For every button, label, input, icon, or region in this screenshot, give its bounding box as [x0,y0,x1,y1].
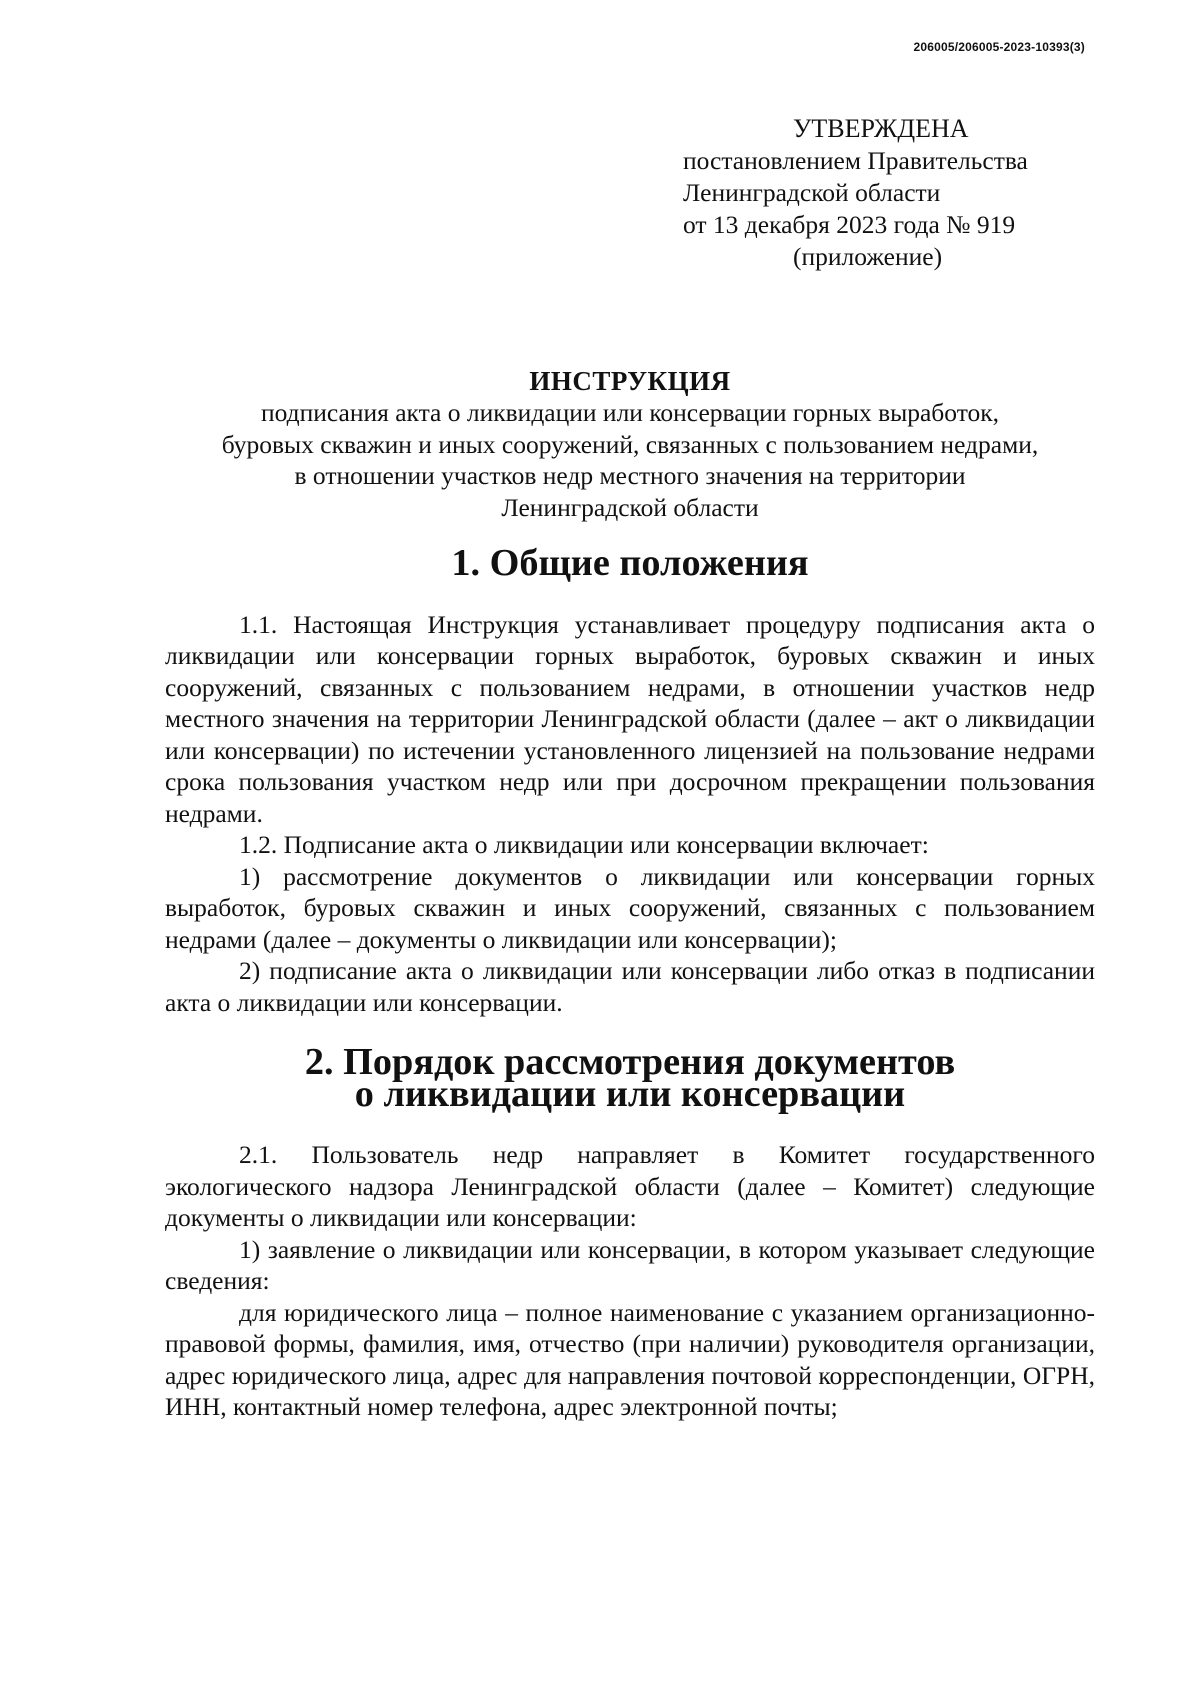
document-body [165,365,1095,1423]
approval-note: (приложение) [793,242,943,271]
section-2-heading-line-1: 2. Порядок рассмотрения документов [304,1041,956,1083]
document-subtitle [165,397,1095,523]
approval-stamp-block [683,113,1103,273]
paragraph-2-1: 2.1. Пользователь недр направляет в Комитет государственного экологического надзора Ленинградской области (далее – Комитет) следующие документы о ликвидации или консервации: [165,1140,1095,1232]
paragraph-2-1-item-1: 1) заявление о ликвидации или консервации, в котором указывает следующие сведения: [165,1234,1095,1295]
approval-line-1: постановлением Правительства [683,146,1028,175]
approval-title: УТВЕРЖДЕНА [793,114,969,143]
approval-line-2: Ленинградской области [683,178,941,207]
paragraph-1-2-item-1: 1) рассмотрение документов о ликвидации или консервации горных выработок, буровых скважин и иных сооружений, связанных с пользованием недрами (далее – документы о ликвидации или консервации); [165,861,1095,954]
subtitle-line-4: Ленинградской области [501,492,759,522]
paragraph-2-1-legal-entity: для юридического лица – полное наименование с указанием организационно-правовой формы, фамилия, имя, отчество (при наличии) руководителя организации, адрес юридического лица, адрес для направления почтовой корреспонденции, ОГРН, ИНН, контактный номер телефона, адрес электронной почты; [165,1297,1095,1421]
document-registration-number: 206005/206005-2023-10393(3) [913,40,1085,54]
subtitle-line-2: буровых скважин и иных сооружений, связанных с пользованием недрами, [221,429,1039,459]
section-2-heading [165,1041,1095,1115]
section-1-heading [165,542,1095,584]
section-2-heading-line-2: о ликвидации или консервации [354,1072,906,1115]
approval-line-3: от 13 декабря 2023 года № 919 [683,210,1016,239]
paragraph-1-2-item-2: 2) подписание акта о ликвидации или консервации либо отказ в подписании акта о ликвидации или консервации. [165,956,1095,1017]
document-title: ИНСТРУКЦИЯ [529,366,731,396]
subtitle-line-3: в отношении участков недр местного значения на территории [294,461,966,490]
section-1-heading-line-1: 1. Общие положения [451,542,809,584]
paragraph-1-2: 1.2. Подписание акта о ликвидации или консервации включает: [239,830,929,859]
subtitle-line-1: подписания акта о ликвидации или консервации горных выработок, [260,398,1000,427]
paragraph-1-1: 1.1. Настоящая Инструкция устанавливает процедуру подписания акта о ликвидации или консервации горных выработок, буровых скважин и иных сооружений, связанных с пользованием недрами, в отношении участков недр местного значения на территории Ленинградской области (далее – акт о ликвидации или консервации) по истечении установленного лицензией на пользование недрами срока пользования участком недр или при досрочном прекращении пользования недрами. [165,609,1095,828]
